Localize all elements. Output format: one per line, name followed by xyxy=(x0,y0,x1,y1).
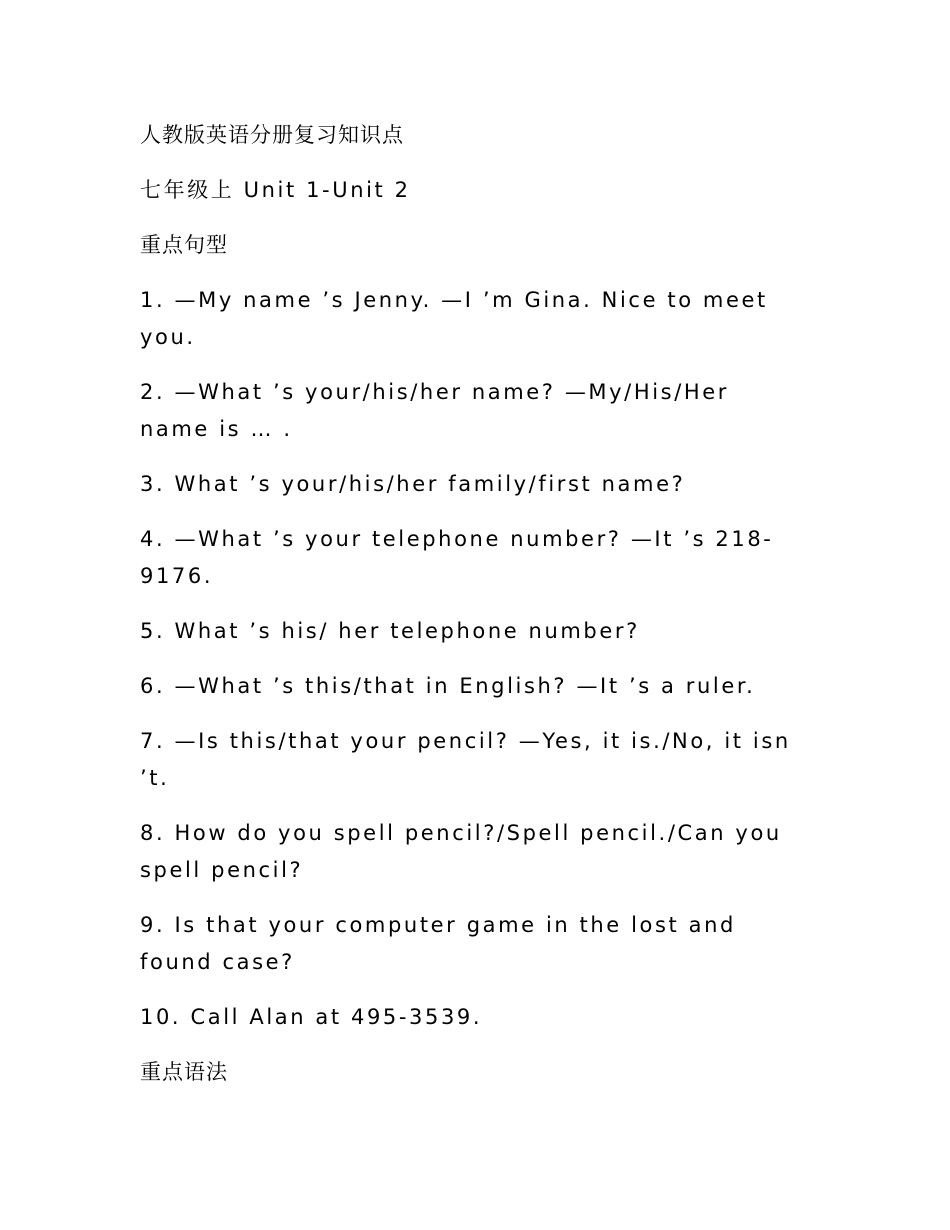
sentence-item: 6. —What ’s this/that in English? —It ’s a ruler. xyxy=(140,674,756,698)
sentence-item: 9. Is that your computer game in the lost and found case? xyxy=(140,913,736,974)
sentence-item: 3. What ’s your/his/her family/first name? xyxy=(140,472,686,496)
sentence-item: 10. Call Alan at 495-3539. xyxy=(140,1005,483,1029)
sentence-item: 7. —Is this/that your pencil? —Yes, it is./No, it isn ’t. xyxy=(140,729,791,790)
sentence-item: 5. What ’s his/ her telephone number? xyxy=(140,619,640,643)
sentence-item: 4. —What ’s your telephone number? —It ’s 218-9176. xyxy=(140,527,774,588)
sentence-item: 2. —What ’s your/his/her name? —My/His/Her name is … . xyxy=(140,380,730,441)
section-heading-grammar: 重点语法 xyxy=(140,1060,228,1084)
sentence-item: 1. —My name ’s Jenny. —I ’m Gina. Nice to meet you. xyxy=(140,288,768,349)
section-heading-sentences: 重点句型 xyxy=(140,233,228,257)
document-subtitle: 七年级上 Unit 1-Unit 2 xyxy=(140,178,411,202)
sentence-item: 8. How do you spell pencil?/Spell pencil./Can you spell pencil? xyxy=(140,821,782,882)
document-title: 人教版英语分册复习知识点 xyxy=(140,123,404,147)
document-page xyxy=(140,117,800,1109)
